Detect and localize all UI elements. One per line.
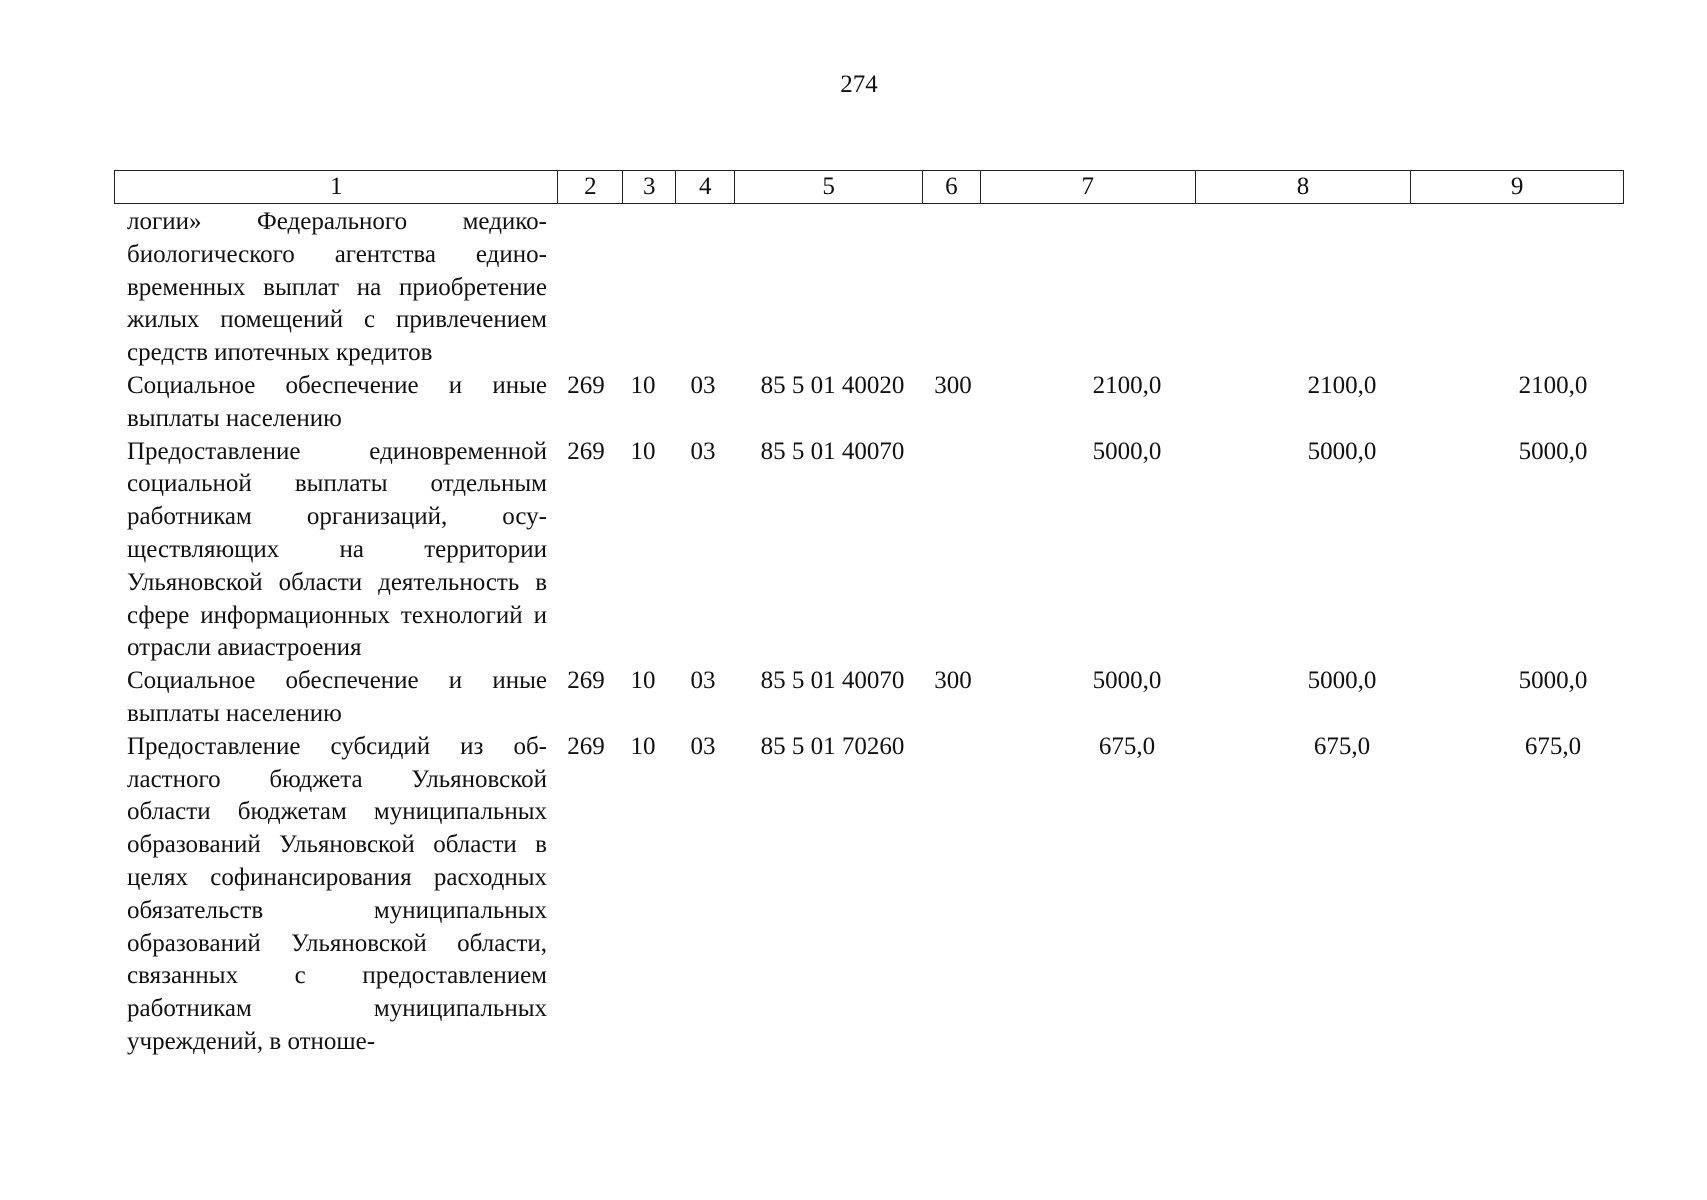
cell-subsection: 03 [690, 437, 716, 465]
cell-ministry-code: 269 [567, 437, 605, 465]
cell-section: 10 [630, 437, 656, 465]
header-cell-4: 4 [676, 171, 735, 203]
table-row [127, 206, 1627, 370]
header-cell-6: 6 [923, 171, 981, 203]
table-body [127, 206, 1627, 1059]
cell-amount-9: 675,0 [1524, 732, 1582, 760]
page-number: 274 [840, 71, 878, 98]
cell-amount-7: 5000,0 [1092, 667, 1162, 695]
row-description: Предоставление единовременной социальной выплаты отдельным работникам организаций, осуществляющих на территории Ульяновской области деятельность в сфере информационных технологий и отрасли авиастроения [127, 437, 547, 662]
cell-section: 10 [630, 667, 656, 695]
header-cell-1: 1 [115, 171, 558, 203]
table-row [127, 665, 1627, 731]
header-cell-8: 8 [1196, 171, 1412, 203]
cell-subsection: 03 [690, 371, 716, 399]
cell-target-code: 85 5 01 70260 [760, 732, 905, 760]
cell-ministry-code: 269 [567, 732, 605, 760]
cell-amount-7: 675,0 [1098, 732, 1156, 760]
cell-amount-8: 2100,0 [1307, 371, 1377, 399]
cell-amount-7: 2100,0 [1092, 371, 1162, 399]
header-cell-3: 3 [623, 171, 676, 203]
cell-amount-7: 5000,0 [1092, 437, 1162, 465]
cell-subsection: 03 [690, 732, 716, 760]
cell-ministry-code: 269 [567, 667, 605, 695]
cell-amount-8: 675,0 [1313, 732, 1371, 760]
table-header [114, 170, 1624, 204]
cell-expense-type: 300 [934, 371, 972, 399]
cell-section: 10 [630, 732, 656, 760]
cell-target-code: 85 5 01 40020 [760, 371, 905, 399]
header-cell-9: 9 [1510, 173, 1524, 200]
cell-section: 10 [630, 371, 656, 399]
header-cell-7: 7 [981, 171, 1196, 203]
table-row [127, 370, 1627, 436]
row-description: Социальное обеспечение и иные выплаты населению [127, 667, 547, 727]
cell-amount-9: 2100,0 [1518, 371, 1588, 399]
cell-subsection: 03 [690, 667, 716, 695]
cell-ministry-code: 269 [567, 371, 605, 399]
header-cell-2: 2 [558, 171, 623, 203]
cell-amount-8: 5000,0 [1307, 667, 1377, 695]
cell-target-code: 85 5 01 40070 [760, 437, 905, 465]
cell-amount-9: 5000,0 [1518, 667, 1588, 695]
row-description: Предоставление субсидий из областного бюджета Ульяновской области бюджетам муниципальных образований Ульяновской области в целях софинансирования расходных обязательств муниципальных образований Ульяновской области, связанных с предоставлением работникам муниципальных учреждений, в отноше- [127, 732, 547, 1055]
table-row [127, 731, 1627, 1059]
row-description: логии» Федерального медико-биологического агентства единовременных выплат на приобретение жилых помещений с привлечением средств ипотечных кредитов [127, 208, 547, 367]
table-row [127, 436, 1627, 666]
row-description: Социальное обеспечение и иные выплаты населению [127, 371, 547, 432]
cell-amount-8: 5000,0 [1307, 437, 1377, 465]
cell-expense-type: 300 [934, 667, 972, 695]
cell-target-code: 85 5 01 40070 [760, 667, 905, 695]
cell-amount-9: 5000,0 [1518, 437, 1588, 465]
header-cell-5: 5 [735, 171, 923, 203]
